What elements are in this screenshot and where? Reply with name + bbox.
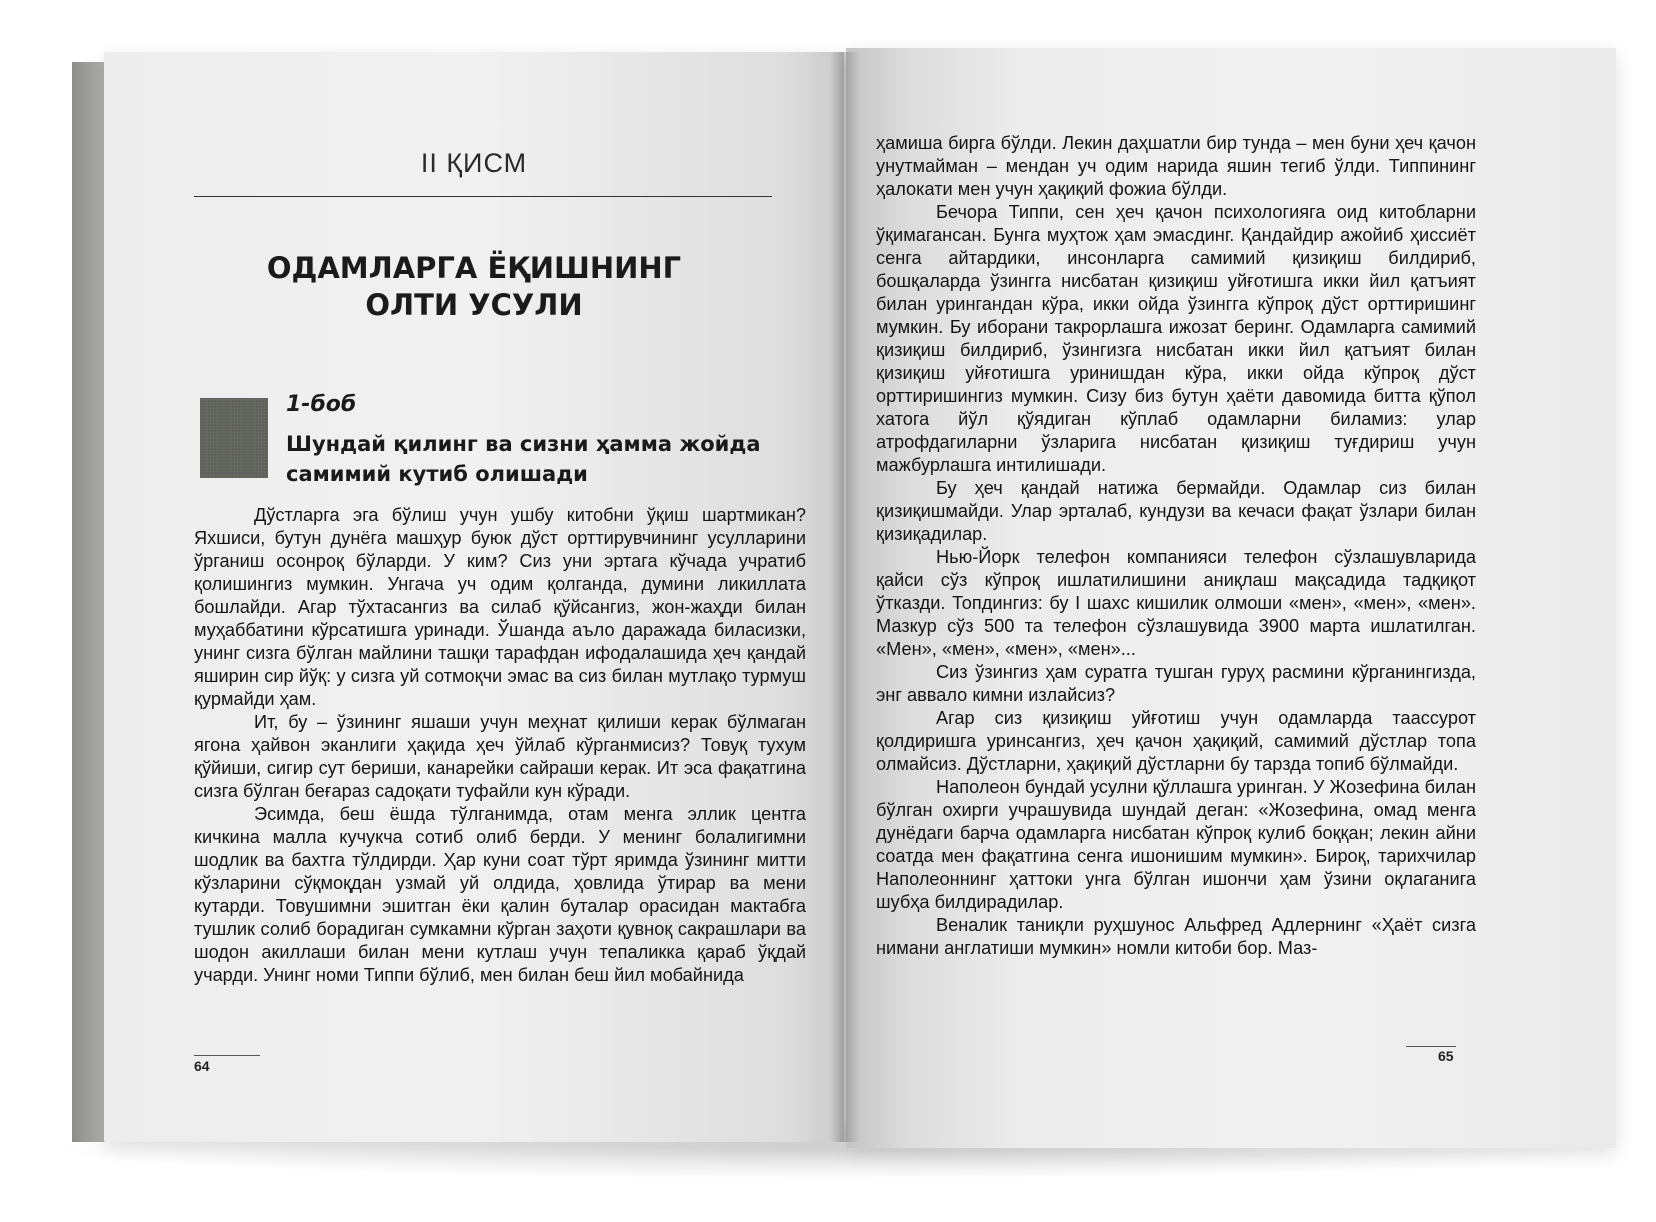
right-body-text	[876, 132, 1476, 960]
right-page	[846, 48, 1616, 1148]
paragraph: Наполеон бундай усулни қўллашга уринган. У Жозефина билан бўлган охирги учрашувида шундай деган: «Жозефина, омад менга дунёдаги барча одамларга нисбатан кўпроқ кулиб боққан; лекин айни соатда мен фақатгина сенга ишонишим мумкин». Бироқ, тарихчилар Наполеоннинг ҳаттоки унга бўлган ишончи ҳам ўзини оқлаганига шубҳа билдирадилар.	[876, 777, 1476, 912]
chapter-subtitle	[286, 429, 806, 489]
paragraph: Дўстларга эга бўлиш учун ушбу китобни ўқиш шартмикан? Яхшиси, бутун дунёга машҳур буюк дўст орттирувчининг усулларини ўрганиш осонроқ бўларди. У ким? Сиз уни эртага кўчада учратиб қолишингиз мумкин. Унгача уч одим қолганда, думини ликиллата бошлайди. Агар тўхтасангиз ва силаб қўйсангиз, жон-жаҳди билан муҳаббатини кўрсатишга уринади. Ўшанда аъло даражада биласизки, унинг сизга бўлган майлини ташқи тарафдан ифодалашида ҳеч қандай яширин сир йўқ: у сизга уй сотмоқчи эмас ва сиз билан мутлақо турмуш қурмайди ҳам.	[194, 505, 806, 709]
left-page	[104, 52, 844, 1142]
chapter-title-line-1: ОДАМЛАРГА ЁҚИШНИНГ	[266, 251, 682, 285]
chapter-number: 1-боб	[286, 392, 357, 417]
chapter-title-line-2: ОЛТИ УСУЛИ	[365, 288, 583, 322]
paragraph: Веналик таниқли руҳшунос Альфред Адлернинг «Ҳаёт сизга нимани англатиши мумкин» номли китоби бор. Маз-	[876, 915, 1476, 958]
paragraph: Агар сиз қизиқиш уйғотиш учун одамларда таассурот қолдиришга уринсангиз, ҳеч қачон ҳақиқий, самимий дўстлар топа олмайсиз. Дўстларни, ҳақиқий дўстларни бу тарзда топиб бўлмайди.	[876, 708, 1476, 774]
page-number-right: 65	[1438, 1048, 1454, 1064]
page-number-left: 64	[194, 1058, 210, 1074]
book-spine-shadow	[830, 52, 860, 1142]
paragraph: Бечора Типпи, сен ҳеч қачон психологияга оид китобларни ўқимагансан. Бунга муҳтож ҳам эмасдинг. Қандайдир ажойиб ҳиссиёт сенга айтардики, инсонларга самимий қизиқиш билдириб, бошқаларда ўзингга нисбатан қизиқиш уйғотишга икки йил қатъият билан урингандан кўра, икки ойда ўзингга кўпроқ дўст орттиришинг мумкин. Бу иборани такрорлашга ижозат беринг. Одамларга самимий қизиқиш билдириб, ўзингизга нисбатан икки йил қатъият билан қизиқиш уйғотишга уринишдан кўра, икки ойда кўпроқ дўст орттиришингиз мумкин. Сизу биз бутун ҳаёти давомида битта қўпол хатога йўл қўядиган кўплаб одамларни биламиз: улар атрофдагиларни ўзларига нисбатан қизиқиш туғдириш учун мажбурлашга интилишади.	[876, 202, 1476, 475]
chapter-title	[104, 250, 844, 324]
paragraph: Нью-Йорк телефон компанияси телефон сўзлашувларида қайси сўз кўпроқ ишлатилишини аниқлаш мақсадида тадқиқот ўтказди. Топдингиз: бу I шахс кишилик олмоши «мен», «мен», «мен». Мазкур сўз 500 та телефон сўзлашувида 3900 марта ишлатилган. «Мен», «мен», «мен», «мен»...	[876, 547, 1476, 659]
chapter-subtitle-line-2: самимий кутиб олишади	[286, 462, 588, 486]
chapter-subtitle-line-1: Шундай қилинг ва сизни ҳамма жойда	[286, 432, 761, 456]
paragraph: Ит, бу – ўзининг яшаши учун меҳнат қилиши керак бўлмаган ягона ҳайвон эканлиги ҳақида ҳеч ўйлаб кўрганмисиз? Товуқ тухум қўйиши, сигир сут бериши, канарейки сайраши керак. Ит эса фақатгина сизга бўлган беғараз садоқати туфайли кун кўради.	[194, 712, 806, 801]
page-number-rule	[194, 1055, 260, 1056]
paragraph: Бу ҳеч қандай натижа бермайди. Одамлар сиз билан қизиқишмайди. Улар эрталаб, кундузи ва кечаси фақат ўзлари билан қизиқадилар.	[876, 478, 1476, 544]
left-body-text	[194, 504, 806, 987]
chapter-marker-square	[200, 398, 268, 478]
part-title: II ҚИСМ	[420, 148, 528, 178]
paragraph: Сиз ўзингиз ҳам суратга тушган гуруҳ расмини кўрганингизда, энг аввало кимни излайсиз?	[876, 662, 1476, 705]
page-number-rule	[1406, 1046, 1456, 1047]
paragraph: Эсимда, беш ёшда тўлганимда, отам менга эллик центга кичкина малла кучукча сотиб олиб берди. У менинг болалигимни шодлик ва бахтга тўлдирди. Ҳар куни соат тўрт яримда ўзининг митти кўзларини сўқмоқдан узмай уй олдида, ҳовлида ўтирар ва мени кутарди. Товушимни эшитган ёки қалин буталар орасидан мактабга тушлик солиб борадиган сумкамни кўрган заҳоти қувноқ сакрашлари ва шодон акиллаши билан мени кутлаш учун тепаликка қараб ўқдай учарди. Унинг номи Типпи бўлиб, мен билан беш йил мобайнида	[194, 804, 806, 985]
paragraph-continued: ҳамиша бирга бўлди. Лекин даҳшатли бир тунда – мен буни ҳеч қачон унутмайман – мендан уч одим нарида яшин тегиб ўлди. Типпининг ҳалокати мен учун ҳақиқий фожиа бўлди.	[876, 133, 1476, 199]
part-title-rule	[194, 196, 772, 197]
